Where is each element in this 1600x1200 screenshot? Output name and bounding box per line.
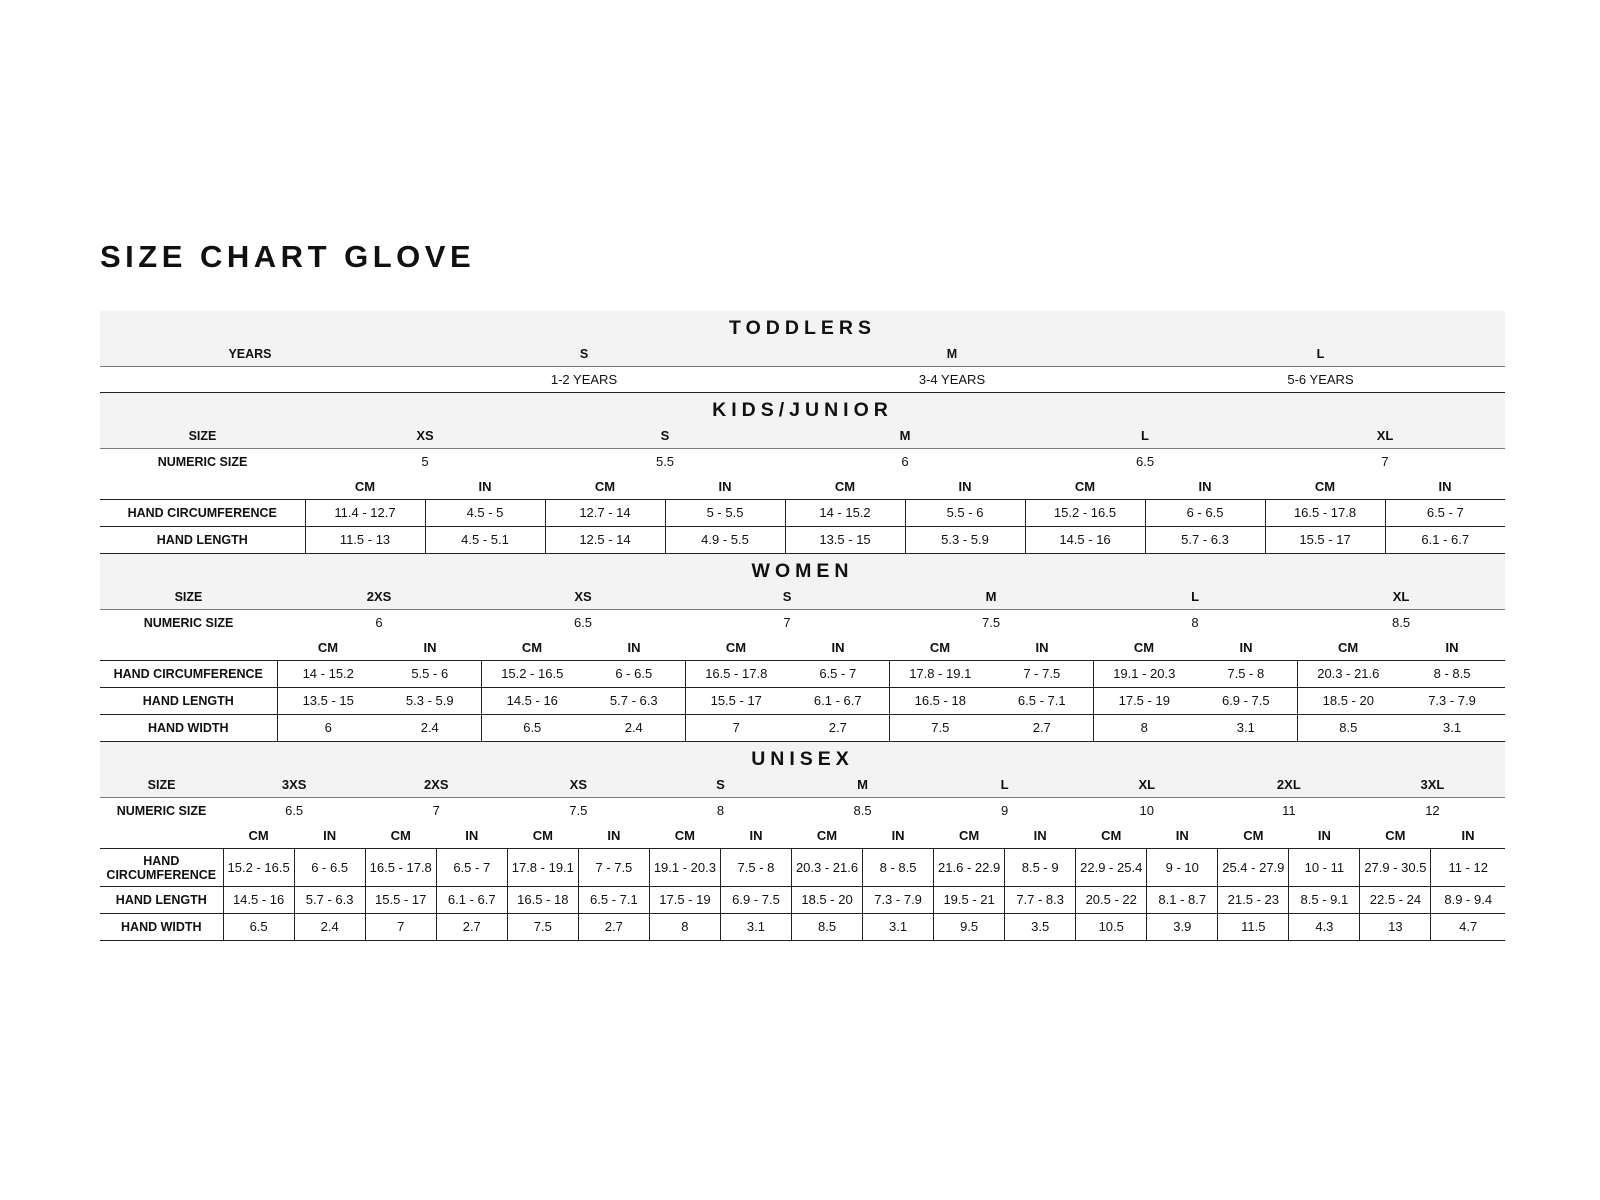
numeric-size: 7 (685, 610, 889, 636)
size-header: 2XL (1218, 772, 1360, 798)
value-cell: 2.7 (787, 715, 889, 742)
unisex-numeric-row (100, 798, 1505, 824)
size-header: L (934, 772, 1076, 798)
value-cell: 7.5 - 8 (1195, 661, 1297, 688)
toddlers-section (100, 311, 1505, 393)
size-header: 2XS (365, 772, 507, 798)
value-cell: 7 - 7.5 (991, 661, 1093, 688)
numeric-size: 6 (277, 610, 481, 636)
women-hand-width-row (100, 715, 1505, 742)
size-label: SIZE (100, 423, 305, 449)
value-cell: 7 - 7.5 (578, 849, 649, 887)
value-cell: 17.5 - 19 (649, 887, 720, 914)
unisex-hand-width-row (100, 914, 1505, 941)
value-cell: 5.7 - 6.3 (583, 688, 685, 715)
years-value: 3-4 YEARS (768, 367, 1136, 393)
unit-in: IN (423, 639, 437, 655)
unisex-size-row (100, 772, 1505, 798)
unisex-hand-length-row (100, 887, 1505, 914)
value-cell: 16.5 - 18 (507, 887, 578, 914)
unit-cm: CM (1074, 478, 1096, 494)
women-section (100, 554, 1505, 742)
value-cell: 20.3 - 21.6 (1297, 661, 1399, 688)
value-cell: 10.5 (1076, 914, 1147, 941)
value-cell: 27.9 - 30.5 (1360, 849, 1431, 887)
numeric-size: 10 (1076, 798, 1218, 824)
value-cell: 3.9 (1147, 914, 1218, 941)
value-cell: 17.8 - 19.1 (889, 661, 991, 688)
kids-hand-length-row (100, 527, 1505, 554)
unisex-section (100, 742, 1505, 941)
women-size-row (100, 584, 1505, 610)
value-cell: 8.5 - 9.1 (1289, 887, 1360, 914)
toddlers-title: TODDLERS (100, 311, 1505, 341)
unit-in: IN (958, 478, 972, 494)
empty-cell (100, 635, 277, 661)
value-cell: 6.5 (481, 715, 583, 742)
value-cell: 6.1 - 6.7 (436, 887, 507, 914)
value-cell: 18.5 - 20 (792, 887, 863, 914)
value-cell: 6 - 6.5 (294, 849, 365, 887)
value-cell: 7.7 - 8.3 (1005, 887, 1076, 914)
unit-cm: CM (594, 478, 616, 494)
value-cell: 15.5 - 17 (685, 688, 787, 715)
value-cell: 19.1 - 20.3 (649, 849, 720, 887)
unit-in: IN (749, 827, 763, 843)
size-header: XL (1265, 423, 1505, 449)
value-cell: 21.5 - 23 (1218, 887, 1289, 914)
value-cell: 8.9 - 9.4 (1431, 887, 1505, 914)
unit-in: IN (627, 639, 641, 655)
row-label: HAND LENGTH (100, 887, 223, 914)
value-cell: 15.2 - 16.5 (223, 849, 294, 887)
unisex-units-row (100, 823, 1505, 849)
women-units-row (100, 635, 1505, 661)
value-cell: 16.5 - 17.8 (1265, 500, 1385, 527)
row-label-line: HAND (143, 853, 180, 868)
value-cell: 8.5 (1297, 715, 1399, 742)
unit-cm: CM (532, 827, 553, 843)
women-numeric-row (100, 610, 1505, 636)
toddlers-size-row (100, 341, 1505, 367)
value-cell: 8 - 8.5 (1399, 661, 1505, 688)
value-cell: 8.5 (792, 914, 863, 941)
value-cell: 21.6 - 22.9 (934, 849, 1005, 887)
value-cell: 17.5 - 19 (1093, 688, 1195, 715)
numeric-size: 12 (1360, 798, 1505, 824)
size-header: XS (305, 423, 545, 449)
row-label: HAND CIRCUMFERENCE (100, 500, 305, 527)
value-cell: 14.5 - 16 (481, 688, 583, 715)
kids-units-row (100, 474, 1505, 500)
value-cell: 16.5 - 18 (889, 688, 991, 715)
value-cell: 16.5 - 17.8 (685, 661, 787, 688)
kids-section (100, 393, 1505, 554)
value-cell: 11.5 (1218, 914, 1289, 941)
size-label: SIZE (100, 584, 277, 610)
empty-cell (100, 367, 400, 393)
unisex-table (100, 772, 1505, 941)
value-cell: 5.5 - 6 (379, 661, 481, 688)
numeric-size: 8.5 (792, 798, 934, 824)
unit-in: IN (1035, 639, 1049, 655)
kids-title: KIDS/JUNIOR (100, 393, 1505, 423)
women-hand-circumference-row (100, 661, 1505, 688)
page-title: SIZE CHART GLOVE (100, 239, 476, 274)
value-cell: 6.5 - 7.1 (578, 887, 649, 914)
value-cell: 6.5 - 7 (787, 661, 889, 688)
numeric-size: 6.5 (1025, 449, 1265, 475)
numeric-size: 11 (1218, 798, 1360, 824)
numeric-size: 6.5 (481, 610, 685, 636)
value-cell: 20.3 - 21.6 (792, 849, 863, 887)
value-cell: 6.5 - 7.1 (991, 688, 1093, 715)
unit-in: IN (1033, 827, 1047, 843)
value-cell: 14.5 - 16 (223, 887, 294, 914)
unit-cm: CM (354, 478, 376, 494)
value-cell: 18.5 - 20 (1297, 688, 1399, 715)
size-tables (100, 311, 1505, 941)
value-cell: 6.9 - 7.5 (720, 887, 791, 914)
unit-in: IN (1239, 639, 1253, 655)
value-cell: 22.5 - 24 (1360, 887, 1431, 914)
value-cell: 6 - 6.5 (1145, 500, 1265, 527)
unit-cm: CM (929, 639, 951, 655)
value-cell: 15.2 - 16.5 (1025, 500, 1145, 527)
unit-in: IN (1461, 827, 1475, 843)
size-header: S (545, 423, 785, 449)
numeric-size: 8.5 (1297, 610, 1505, 636)
women-title: WOMEN (100, 554, 1505, 584)
value-cell: 15.5 - 17 (1265, 527, 1385, 554)
value-cell: 17.8 - 19.1 (507, 849, 578, 887)
value-cell: 2.4 (379, 715, 481, 742)
kids-numeric-row (100, 449, 1505, 475)
value-cell: 7.3 - 7.9 (1399, 688, 1505, 715)
value-cell: 19.1 - 20.3 (1093, 661, 1195, 688)
value-cell: 5.7 - 6.3 (1145, 527, 1265, 554)
unit-cm: CM (1101, 827, 1122, 843)
unit-cm: CM (521, 639, 543, 655)
unit-cm: CM (317, 639, 339, 655)
value-cell: 3.1 (863, 914, 934, 941)
value-cell: 4.5 - 5.1 (425, 527, 545, 554)
value-cell: 11 - 12 (1431, 849, 1505, 887)
value-cell: 9.5 (934, 914, 1005, 941)
value-cell: 4.5 - 5 (425, 500, 545, 527)
value-cell: 13.5 - 15 (785, 527, 905, 554)
unit-in: IN (1445, 639, 1459, 655)
unit-cm: CM (248, 827, 269, 843)
numeric-size: 5.5 (545, 449, 785, 475)
women-table (100, 584, 1505, 742)
unit-cm: CM (959, 827, 980, 843)
value-cell: 8 - 8.5 (863, 849, 934, 887)
unit-in: IN (1317, 827, 1331, 843)
value-cell: 6 (277, 715, 379, 742)
unisex-hand-circumference-row (100, 849, 1505, 887)
unit-in: IN (831, 639, 845, 655)
kids-table (100, 423, 1505, 554)
row-label: HAND LENGTH (100, 688, 277, 715)
unit-in: IN (891, 827, 905, 843)
unit-cm: CM (674, 827, 696, 843)
value-cell: 22.9 - 25.4 (1076, 849, 1147, 887)
value-cell: 12.5 - 14 (545, 527, 665, 554)
value-cell: 7 (685, 715, 787, 742)
size-header: L (1093, 584, 1297, 610)
years-label: YEARS (100, 341, 400, 367)
numeric-size: 7.5 (889, 610, 1093, 636)
unit-in: IN (323, 827, 337, 843)
row-label: HAND CIRCUMFERENCE (100, 661, 277, 688)
unit-in: IN (465, 827, 479, 843)
value-cell: 7 (365, 914, 436, 941)
value-cell: 4.3 (1289, 914, 1360, 941)
unisex-title: UNISEX (100, 742, 1505, 772)
row-label: HAND LENGTH (100, 527, 305, 554)
value-cell: 2.7 (991, 715, 1093, 742)
unit-cm: CM (1337, 639, 1359, 655)
value-cell: 2.7 (578, 914, 649, 941)
unit-cm: CM (390, 827, 411, 843)
value-cell: 3.5 (1005, 914, 1076, 941)
unit-cm: CM (816, 827, 838, 843)
value-cell: 7.3 - 7.9 (863, 887, 934, 914)
unit-in: IN (607, 827, 621, 843)
value-cell: 4.9 - 5.5 (665, 527, 785, 554)
unit-cm: CM (1314, 478, 1336, 494)
value-cell: 13 (1360, 914, 1431, 941)
size-header: S (649, 772, 791, 798)
value-cell: 8.1 - 8.7 (1147, 887, 1218, 914)
value-cell: 2.7 (436, 914, 507, 941)
numeric-size: 7 (1265, 449, 1505, 475)
value-cell: 13.5 - 15 (277, 688, 379, 715)
value-cell: 3.1 (1399, 715, 1505, 742)
unit-cm: CM (725, 639, 747, 655)
value-cell: 5.5 - 6 (905, 500, 1025, 527)
unit-cm: CM (1385, 827, 1406, 843)
value-cell: 6 - 6.5 (583, 661, 685, 688)
value-cell: 8 (1093, 715, 1195, 742)
size-header: M (792, 772, 934, 798)
size-header: M (785, 423, 1025, 449)
kids-size-row (100, 423, 1505, 449)
value-cell: 25.4 - 27.9 (1218, 849, 1289, 887)
value-cell: 5.3 - 5.9 (905, 527, 1025, 554)
value-cell: 2.4 (583, 715, 685, 742)
value-cell: 3.1 (1195, 715, 1297, 742)
value-cell: 14.5 - 16 (1025, 527, 1145, 554)
value-cell: 20.5 - 22 (1076, 887, 1147, 914)
value-cell: 3.1 (720, 914, 791, 941)
value-cell: 15.2 - 16.5 (481, 661, 583, 688)
numeric-size: 8 (1093, 610, 1297, 636)
numeric-size-label: NUMERIC SIZE (100, 610, 277, 636)
numeric-size-label: NUMERIC SIZE (100, 449, 305, 475)
value-cell: 6.5 (223, 914, 294, 941)
years-value: 5-6 YEARS (1136, 367, 1505, 393)
size-header: 2XS (277, 584, 481, 610)
unit-in: IN (718, 478, 732, 494)
size-header: XL (1076, 772, 1218, 798)
value-cell: 15.5 - 17 (365, 887, 436, 914)
value-cell: 8.5 - 9 (1005, 849, 1076, 887)
unit-in: IN (1175, 827, 1189, 843)
value-cell: 6.5 - 7 (1385, 500, 1505, 527)
value-cell: 4.7 (1431, 914, 1505, 941)
numeric-size: 8 (649, 798, 791, 824)
unit-in: IN (1198, 478, 1212, 494)
value-cell: 7.5 (507, 914, 578, 941)
size-header: M (889, 584, 1093, 610)
empty-cell (100, 474, 305, 500)
toddlers-table (100, 341, 1505, 393)
row-label-line: CIRCUMFERENCE (106, 867, 217, 882)
size-header: 3XS (223, 772, 365, 798)
value-cell: 11.5 - 13 (305, 527, 425, 554)
numeric-size-label: NUMERIC SIZE (100, 798, 223, 824)
value-cell: 6.1 - 6.7 (787, 688, 889, 715)
size-header: L (1025, 423, 1265, 449)
numeric-size: 7 (365, 798, 507, 824)
kids-hand-circumference-row (100, 500, 1505, 527)
row-label: HAND WIDTH (100, 715, 277, 742)
size-label: SIZE (100, 772, 223, 798)
row-label: HAND WIDTH (100, 914, 223, 941)
size-header: 3XL (1360, 772, 1505, 798)
unit-cm: CM (1133, 639, 1155, 655)
numeric-size: 6 (785, 449, 1025, 475)
numeric-size: 5 (305, 449, 545, 475)
value-cell: 14 - 15.2 (785, 500, 905, 527)
value-cell: 9 - 10 (1147, 849, 1218, 887)
value-cell: 14 - 15.2 (277, 661, 379, 688)
size-header: L (1136, 341, 1505, 367)
value-cell: 8 (649, 914, 720, 941)
value-cell: 2.4 (294, 914, 365, 941)
women-hand-length-row (100, 688, 1505, 715)
row-label (100, 849, 223, 887)
value-cell: 12.7 - 14 (545, 500, 665, 527)
size-header: S (400, 341, 768, 367)
unit-cm: CM (834, 478, 856, 494)
unit-cm: CM (1243, 827, 1264, 843)
value-cell: 5 - 5.5 (665, 500, 785, 527)
size-header: XS (507, 772, 649, 798)
years-value: 1-2 YEARS (400, 367, 768, 393)
value-cell: 19.5 - 21 (934, 887, 1005, 914)
value-cell: 5.3 - 5.9 (379, 688, 481, 715)
size-header: XS (481, 584, 685, 610)
size-header: M (768, 341, 1136, 367)
value-cell: 7.5 - 8 (720, 849, 791, 887)
value-cell: 6.9 - 7.5 (1195, 688, 1297, 715)
value-cell: 16.5 - 17.8 (365, 849, 436, 887)
numeric-size: 9 (934, 798, 1076, 824)
size-header: XL (1297, 584, 1505, 610)
numeric-size: 7.5 (507, 798, 649, 824)
value-cell: 7.5 (889, 715, 991, 742)
value-cell: 11.4 - 12.7 (305, 500, 425, 527)
size-header: S (685, 584, 889, 610)
value-cell: 5.7 - 6.3 (294, 887, 365, 914)
value-cell: 6.5 - 7 (436, 849, 507, 887)
unit-in: IN (478, 478, 492, 494)
value-cell: 6.1 - 6.7 (1385, 527, 1505, 554)
toddlers-years-row (100, 367, 1505, 393)
unit-in: IN (1438, 478, 1452, 494)
numeric-size: 6.5 (223, 798, 365, 824)
value-cell: 10 - 11 (1289, 849, 1360, 887)
empty-cell (100, 823, 223, 849)
